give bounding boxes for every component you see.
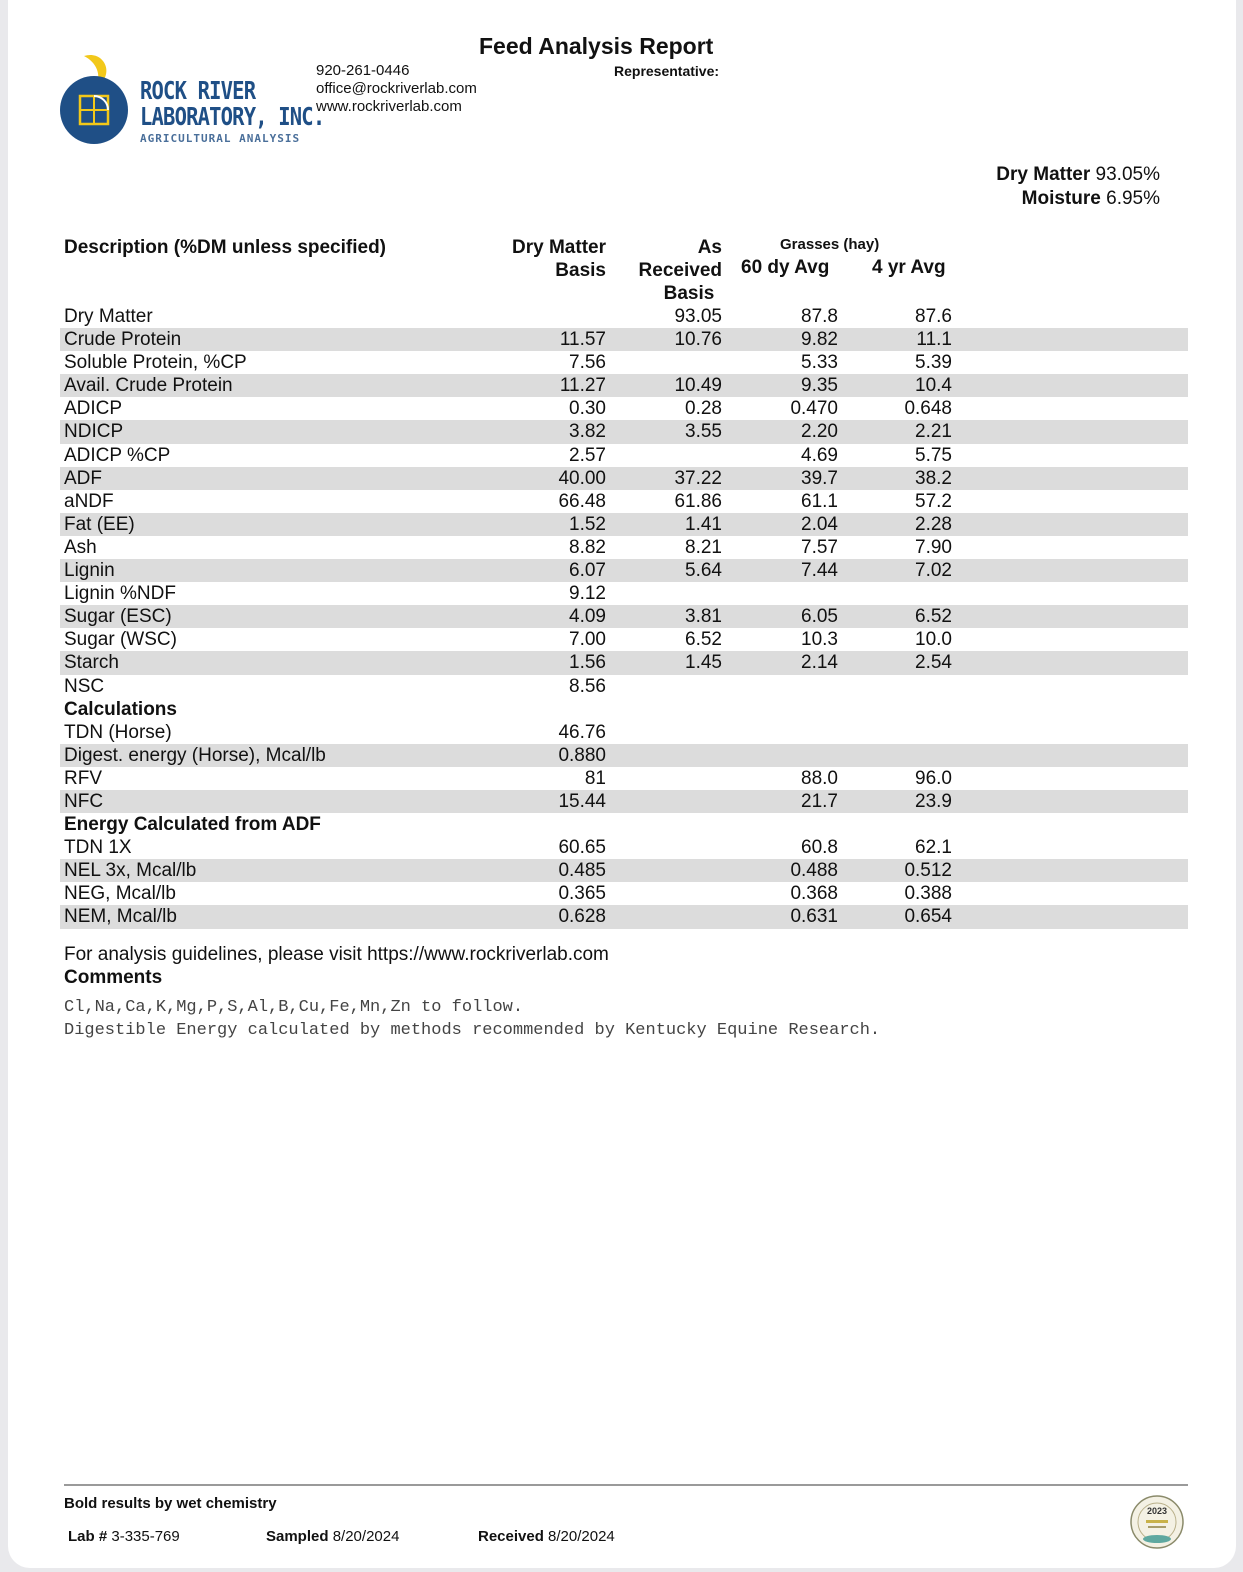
company-name-line1: ROCK RIVER [140,76,256,105]
row-label: Starch [64,652,119,674]
cell-60-day-avg: 10.3 [801,629,838,651]
comment-line: Cl,Na,Ca,K,Mg,P,S,Al,B,Cu,Fe,Mn,Zn to follow. [64,998,524,1017]
row-label: Ash [64,536,97,558]
cell-60-day-avg: 88.0 [801,767,838,789]
cell-dry-matter-basis: 11.27 [559,375,606,397]
report-title: Feed Analysis Report [479,33,714,59]
received-label: Received [478,1528,544,1545]
bold-note-text: Bold results by wet chemistry [64,1495,277,1512]
company-tagline: AGRICULTURAL ANALYSIS [140,132,301,145]
comments-heading: Comments [64,967,163,988]
row-label: Avail. Crude Protein [64,375,233,397]
row-label: NEL 3x, Mcal/lb [64,860,197,882]
cell-60-day-avg: 7.57 [801,536,838,558]
cell-60-day-avg: 39.7 [801,467,838,489]
cell-4-year-avg: 2.28 [915,513,952,535]
cell-4-year-avg: 62.1 [915,837,952,859]
table-row [60,628,1188,651]
cell-4-year-avg: 96.0 [915,767,952,789]
cell-dry-matter-basis: 0.485 [558,860,606,882]
cell-dry-matter-basis: 8.56 [569,675,606,697]
row-label: NEG, Mcal/lb [64,883,176,905]
received-value: 8/20/2024 [548,1528,615,1545]
cell-4-year-avg: 87.6 [915,306,952,327]
cell-60-day-avg: 0.488 [790,860,838,882]
table-row [60,675,1188,698]
report-page [8,0,1236,1568]
cell-4-year-avg: 0.388 [904,883,952,905]
cell-60-day-avg: 7.44 [801,560,838,582]
phone: 920-261-0446 [316,62,410,79]
table-row [60,767,1188,790]
table-row [60,397,1188,420]
lab-value: 3-335-769 [111,1528,180,1545]
cell-4-year-avg: 0.654 [904,906,952,928]
table-row [60,420,1188,443]
cell-60-day-avg: 60.8 [801,837,838,859]
row-label: Crude Protein [64,329,182,351]
cell-4-year-avg: 23.9 [915,790,952,812]
cell-60-day-avg: 9.35 [801,375,838,397]
cell-60-day-avg: 9.82 [801,329,838,351]
row-label: aNDF [64,490,114,512]
table-row [60,536,1188,559]
cell-60-day-avg: 4.69 [801,444,838,466]
row-label: NFC [64,790,104,812]
cell-4-year-avg: 5.75 [915,444,952,466]
cell-dry-matter-basis: 2.57 [569,444,606,466]
cell-dry-matter-basis: 81 [584,767,606,789]
row-label: Digest. energy (Horse), Mcal/lb [64,744,326,766]
bold-note [64,1495,277,1512]
table-row [60,790,1188,813]
cell-dry-matter-basis: 0.880 [558,744,606,766]
comments-block [64,996,880,1042]
row-label: Energy Calculated from ADF [64,814,321,836]
cell-60-day-avg: 6.05 [801,606,838,628]
cell-as-received-basis: 10.76 [674,329,722,351]
table-row [60,836,1188,859]
cell-dry-matter-basis: 40.00 [558,467,606,489]
cell-as-received-basis: 3.81 [685,606,722,628]
table-row [60,305,1188,328]
table-row [60,559,1188,582]
comment-line: Digestible Energy calculated by methods recommended by Kentucky Equine Research. [64,1021,881,1040]
cell-60-day-avg: 0.470 [790,398,838,420]
rock-river-logo-icon [56,52,136,147]
cell-60-day-avg: 0.631 [790,906,838,928]
cell-dry-matter-basis: 46.76 [558,721,606,743]
cell-dry-matter-basis: 1.52 [569,513,606,535]
cell-as-received-basis: 93.05 [674,306,722,327]
table-row [60,651,1188,674]
table-row [60,882,1188,905]
cell-60-day-avg: 5.33 [801,352,838,374]
contact-block [316,62,477,116]
cell-dry-matter-basis: 11.57 [559,329,606,351]
moisture-label: Moisture [1021,188,1101,209]
lab-label: Lab # [68,1528,108,1545]
table-row [60,490,1188,513]
cell-dry-matter-basis: 7.56 [569,352,606,374]
col-ar-line3: Basis [663,283,715,304]
cell-dry-matter-basis: 15.44 [558,790,606,812]
table-row [60,582,1188,605]
dry-matter-value: 93.05% [1095,164,1160,185]
table-row [60,905,1188,928]
cell-60-day-avg: 2.04 [801,513,838,535]
cell-dry-matter-basis: 3.82 [569,421,606,443]
dry-matter-label: Dry Matter [996,164,1091,185]
company-name-line2: LABORATORY, INC. [140,102,325,131]
cell-4-year-avg: 7.02 [915,560,952,582]
col-dry-matter-header [478,236,606,282]
table-row [60,721,1188,744]
cell-60-day-avg: 61.1 [801,490,838,512]
row-label: NEM, Mcal/lb [64,906,177,928]
cell-4-year-avg: 57.2 [915,490,952,512]
row-label: TDN 1X [64,837,132,859]
col-group-header: Grasses (hay) [780,236,880,253]
cell-4-year-avg: 2.54 [915,652,952,674]
table-row [60,744,1188,767]
table-row [60,859,1188,882]
guidelines-text: For analysis guidelines, please visit https://www.rockriverlab.com [64,944,609,965]
row-label: TDN (Horse) [64,721,172,743]
cell-4-year-avg: 11.1 [916,329,952,351]
received-date [478,1528,615,1545]
row-label: Sugar (WSC) [64,629,177,651]
row-label: NDICP [64,421,124,443]
email: office@rockriverlab.com [316,80,477,97]
cell-as-received-basis: 37.22 [674,467,722,489]
cell-dry-matter-basis: 6.07 [569,560,606,582]
sampled-value: 8/20/2024 [332,1528,400,1545]
row-label: Sugar (ESC) [64,606,172,628]
cell-4-year-avg: 38.2 [915,467,952,489]
cell-4-year-avg: 7.90 [915,536,952,558]
cell-60-day-avg: 2.14 [801,652,838,674]
cell-as-received-basis: 3.55 [685,421,722,443]
cell-as-received-basis: 1.45 [685,652,722,674]
row-label: Fat (EE) [64,513,135,535]
website: www.rockriverlab.com [316,98,462,115]
cell-60-day-avg: 87.8 [801,306,838,327]
cell-60-day-avg: 2.20 [801,421,838,443]
sampled-label: Sampled [266,1528,329,1545]
results-table [60,305,1188,929]
col-description-header: Description (%DM unless specified) [64,237,387,258]
table-row [60,444,1188,467]
footer-divider [64,1484,1188,1486]
cell-60-day-avg: 21.7 [801,790,838,812]
section-heading-row [60,813,1188,836]
row-label: ADICP %CP [64,444,171,466]
cell-dry-matter-basis: 8.82 [569,536,606,558]
dry-matter-summary [996,163,1160,211]
cell-dry-matter-basis: 7.00 [569,629,606,651]
certification-seal-icon [1129,1494,1185,1550]
col-dm-line2: Basis [555,260,606,281]
cell-4-year-avg: 10.0 [915,629,952,651]
table-row [60,513,1188,536]
representative-label: Representative: [614,63,720,79]
row-label: NSC [64,675,105,697]
cell-dry-matter-basis: 0.365 [558,883,606,905]
cell-as-received-basis: 0.28 [685,398,722,420]
row-label: Lignin %NDF [64,583,176,605]
lab-number [68,1528,180,1545]
col-ar-line2: Received [638,260,722,281]
col-4-year-header: 4 yr Avg [872,257,946,278]
row-label: ADICP [64,398,123,420]
table-row [60,351,1188,374]
cell-4-year-avg: 0.512 [904,860,952,882]
cell-60-day-avg: 0.368 [790,883,838,905]
cell-dry-matter-basis: 1.56 [569,652,606,674]
row-label: Soluble Protein, %CP [64,352,247,374]
table-row [60,328,1188,351]
seal-year: 2023 [1146,1506,1168,1516]
cell-4-year-avg: 6.52 [915,606,952,628]
cell-as-received-basis: 1.41 [685,513,722,535]
col-dm-line1: Dry Matter [512,237,606,258]
row-label: ADF [64,467,102,489]
col-60-day-header: 60 dy Avg [741,257,830,278]
table-row [60,605,1188,628]
cell-as-received-basis: 6.52 [685,629,722,651]
table-row [60,467,1188,490]
cell-dry-matter-basis: 4.09 [569,606,606,628]
cell-4-year-avg: 10.4 [915,375,952,397]
cell-dry-matter-basis: 0.30 [569,398,606,420]
cell-dry-matter-basis: 0.628 [558,906,606,928]
cell-as-received-basis: 8.21 [685,536,722,558]
table-row [60,374,1188,397]
row-label: RFV [64,767,102,789]
cell-dry-matter-basis: 60.65 [558,837,606,859]
section-heading-row [60,698,1188,721]
sampled-date [266,1528,399,1545]
col-as-received-header [626,236,722,305]
row-label: Lignin [64,560,115,582]
col-ar-line1: As [697,237,722,258]
moisture-value: 6.95% [1106,188,1160,209]
cell-as-received-basis: 10.49 [674,375,722,397]
cell-dry-matter-basis: 66.48 [558,490,606,512]
cell-4-year-avg: 5.39 [915,352,952,374]
cell-4-year-avg: 2.21 [915,421,952,443]
cell-as-received-basis: 61.86 [674,490,722,512]
cell-dry-matter-basis: 9.12 [569,583,606,605]
row-label: Dry Matter [64,306,153,327]
row-label: Calculations [64,698,177,720]
cell-4-year-avg: 0.648 [904,398,952,420]
cell-as-received-basis: 5.64 [685,560,722,582]
